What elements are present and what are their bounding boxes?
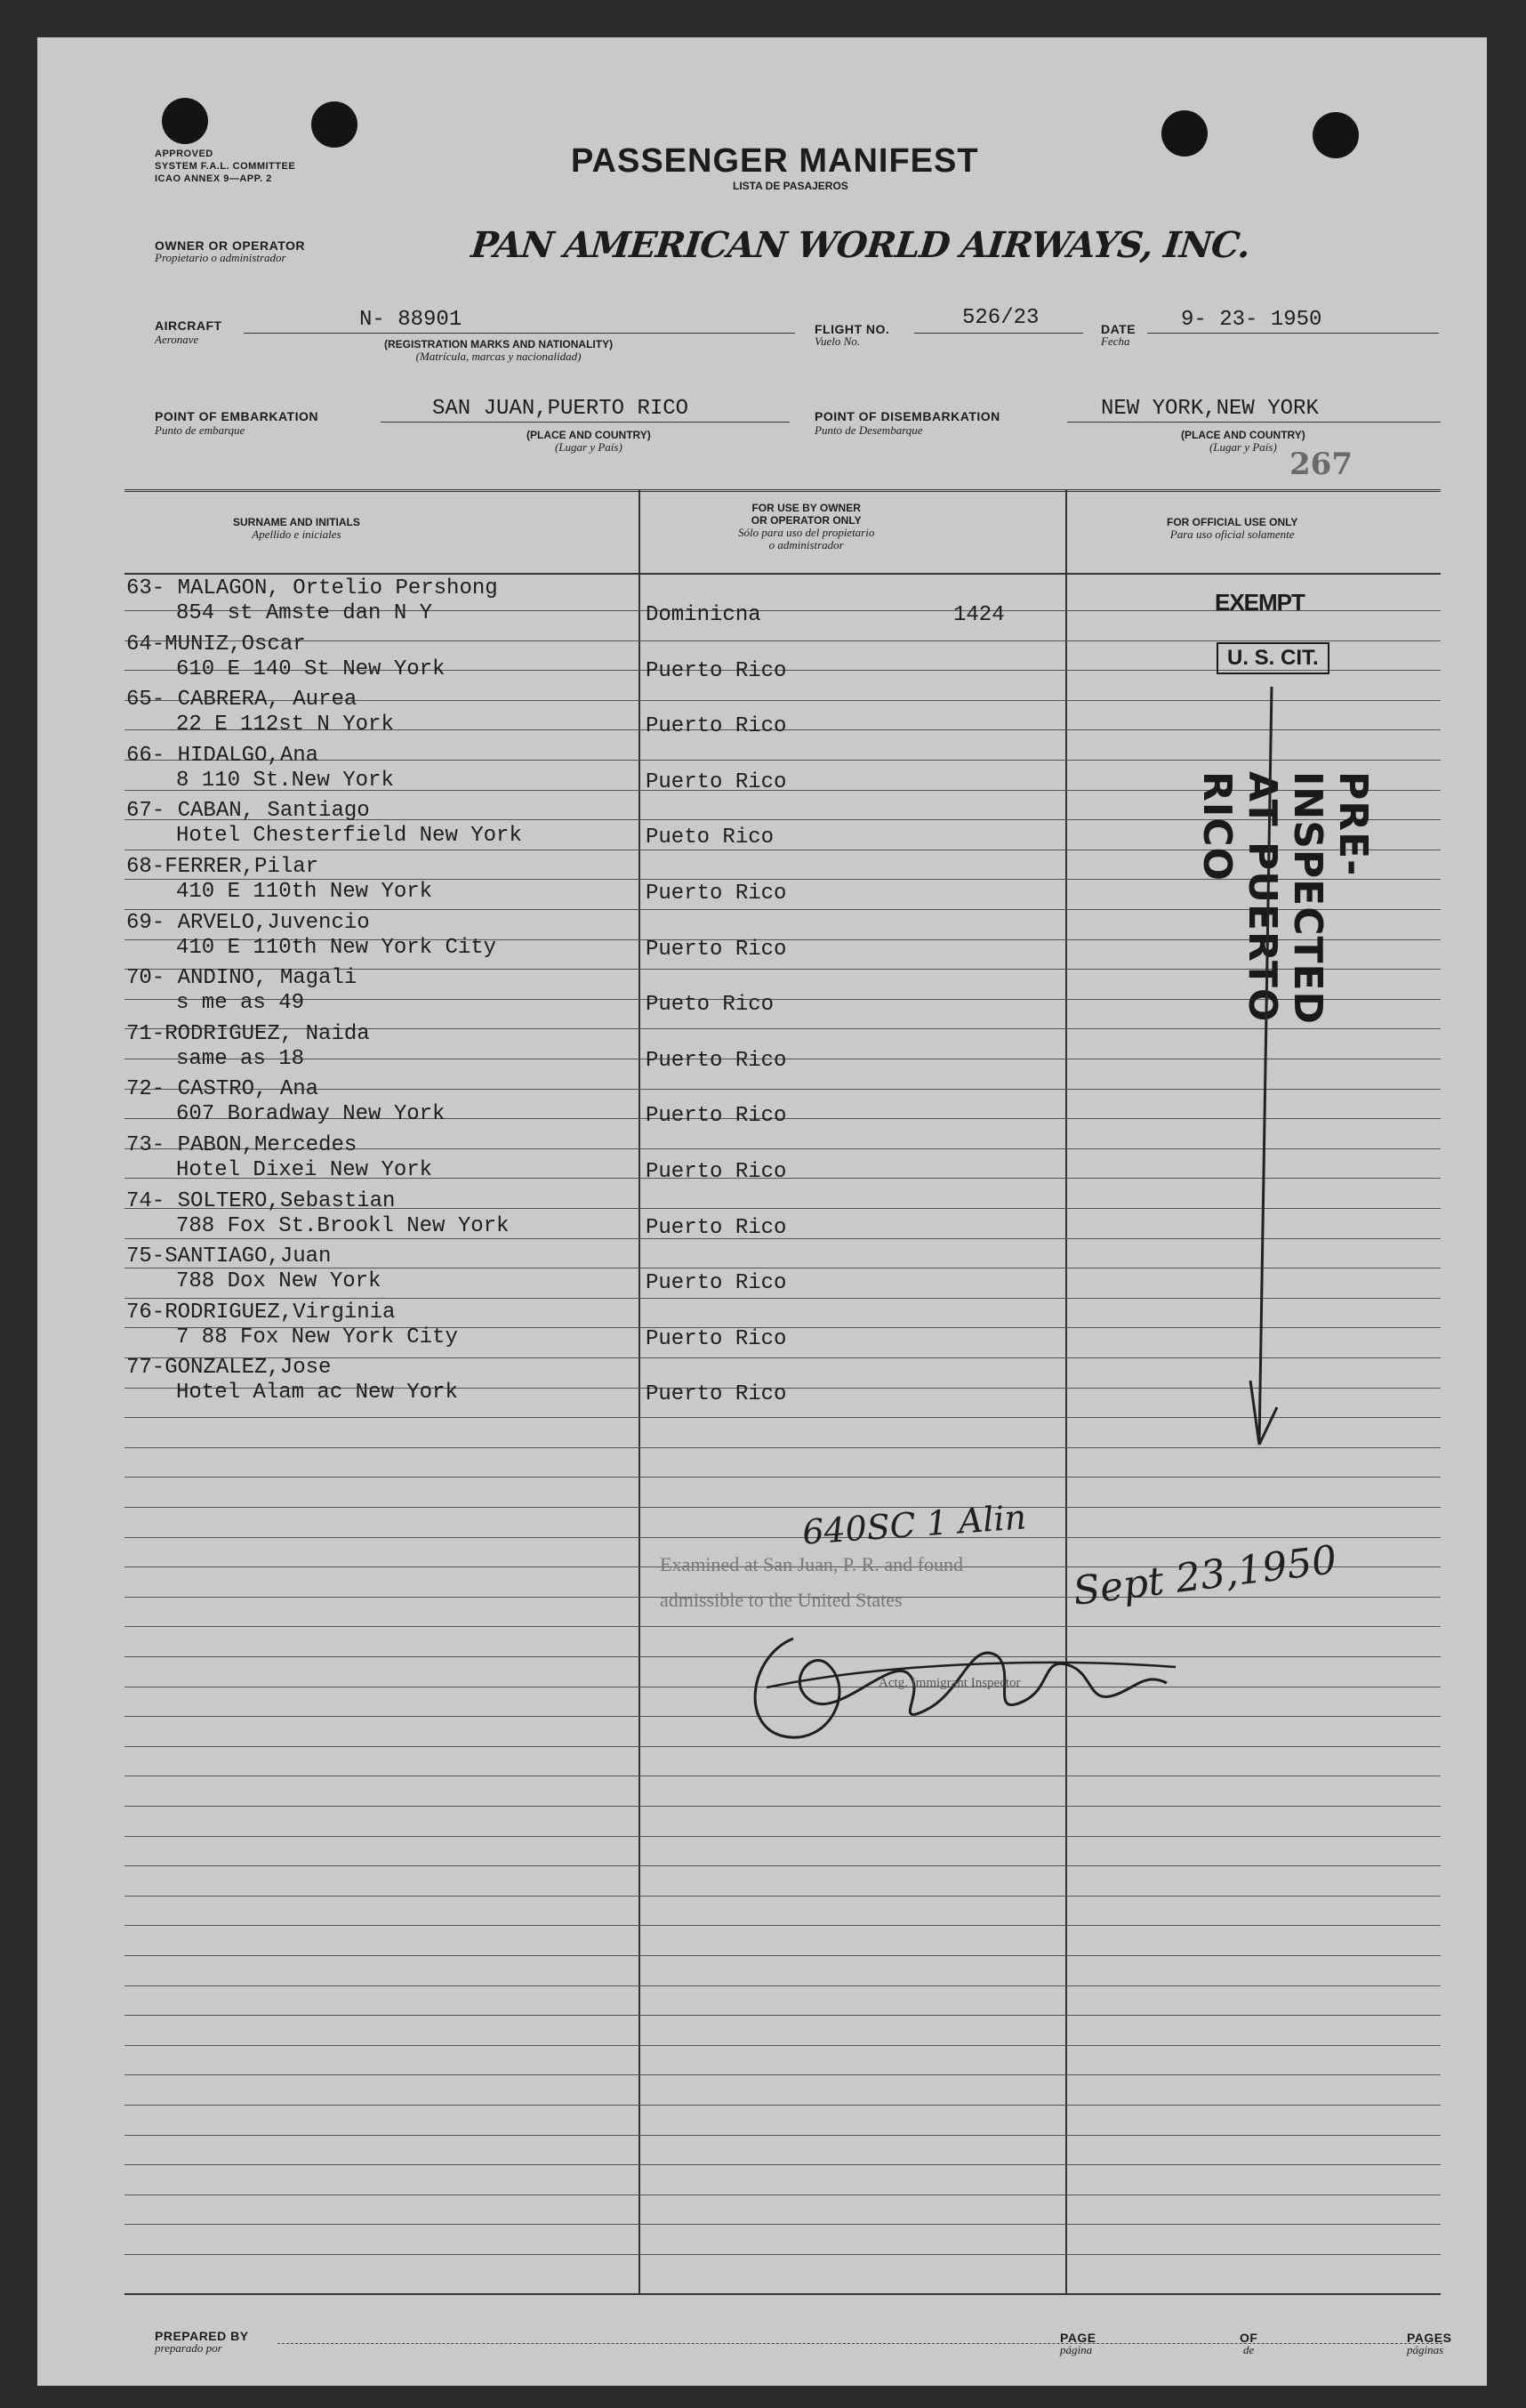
passenger-name: 72- CASTRO, Ana xyxy=(126,1077,319,1101)
passenger-origin: Puerto Rico xyxy=(646,770,787,794)
passenger-origin: Puerto Rico xyxy=(646,1160,787,1184)
passenger-address: 610 E 140 St New York xyxy=(176,657,446,681)
column-header-official-text: FOR OFFICIAL USE ONLY xyxy=(1167,516,1298,528)
examination-line-1: Examined at San Juan, P. R. and found xyxy=(660,1553,963,1575)
ruled-line xyxy=(124,1507,1441,1508)
passenger-origin: Dominicna xyxy=(646,603,761,627)
embark-value: SAN JUAN,PUERTO RICO xyxy=(432,397,689,421)
ruled-line xyxy=(124,1955,1441,1956)
passenger-address: Hotel Chesterfield New York xyxy=(176,824,522,848)
passenger-address: 410 E 110th New York xyxy=(176,880,433,904)
column-header-owner-line: FOR USE BY OWNER xyxy=(751,502,861,514)
ruled-line xyxy=(124,1537,1441,1538)
place-caption-text: (PLACE AND COUNTRY) xyxy=(526,429,651,441)
inspector-caption: Actg. Immigrant Inspector xyxy=(879,1676,1021,1690)
operator-name: PAN AMERICAN WORLD AIRWAYS, INC. xyxy=(469,224,1252,266)
passenger-address: Hotel Dixei New York xyxy=(176,1158,433,1182)
prepared-by-underline xyxy=(277,2343,1442,2344)
passenger-name: 75-SANTIAGO,Juan xyxy=(126,1244,332,1268)
disembark-underline xyxy=(1067,422,1441,423)
embark-underline xyxy=(381,422,790,423)
passenger-address: 788 Dox New York xyxy=(176,1269,382,1293)
ruled-line xyxy=(124,2015,1441,2016)
aircraft-label-sub: Aeronave xyxy=(155,333,199,346)
flight-no-label-sub: Vuelo No. xyxy=(815,334,861,348)
passenger-name: 71-RODRIGUEZ, Naida xyxy=(126,1022,370,1046)
page-stamp-number: 267 xyxy=(1289,447,1353,482)
ruled-line xyxy=(124,2254,1441,2255)
passenger-origin: Puerto Rico xyxy=(646,1271,787,1295)
page-title-sub: LISTA DE PASAJEROS xyxy=(733,180,848,192)
disembark-label-sub: Punto de Desembarque xyxy=(815,423,923,437)
date-value: 9- 23- 1950 xyxy=(1181,308,1322,332)
passenger-origin: Puerto Rico xyxy=(646,938,787,962)
owner-label: OWNER OR OPERATOR xyxy=(155,238,305,253)
passenger-origin: Puerto Rico xyxy=(646,1104,787,1128)
passenger-code: 1424 xyxy=(953,603,1005,627)
table-top-rule xyxy=(124,489,1441,492)
approval-block xyxy=(155,148,295,185)
ruled-line xyxy=(124,1447,1441,1448)
column-header-owner xyxy=(738,502,874,552)
passenger-name: 74- SOLTERO,Sebastian xyxy=(126,1189,396,1213)
passenger-address: 854 st Amste dan N Y xyxy=(176,601,433,625)
passenger-name: 65- CABRERA, Aurea xyxy=(126,688,357,712)
disembark-label: POINT OF DISEMBARKATION xyxy=(815,409,1000,423)
approval-line: SYSTEM F.A.L. COMMITTEE xyxy=(155,161,296,172)
of-label: OF xyxy=(1240,2331,1258,2345)
passenger-address: same as 18 xyxy=(176,1047,305,1071)
punch-hole xyxy=(1161,110,1208,157)
handwritten-date: Sept 23,1950 xyxy=(1071,1537,1339,1615)
ruled-line xyxy=(124,2105,1441,2106)
passenger-origin: Puerto Rico xyxy=(646,659,787,683)
ruled-line xyxy=(124,1896,1441,1897)
flight-no-label: FLIGHT NO. xyxy=(815,322,890,336)
place-caption-sub: (Lugar y País) xyxy=(1209,440,1277,454)
place-caption-sub: (Lugar y País) xyxy=(554,440,622,454)
column-header-owner-sub: Sólo para uso del propietario xyxy=(738,526,875,539)
date-label-sub: Fecha xyxy=(1101,334,1130,348)
aircraft-label: AIRCRAFT xyxy=(155,318,222,333)
ruled-line xyxy=(124,1477,1441,1478)
passenger-address: s me as 49 xyxy=(176,991,305,1015)
punch-hole xyxy=(311,101,357,148)
passenger-address: 8 110 St.New York xyxy=(176,769,394,793)
handwritten-count: 640SC 1 Alin xyxy=(800,1497,1028,1552)
column-header-official xyxy=(1167,516,1297,541)
ruled-line xyxy=(124,1836,1441,1837)
check-arrow-mark xyxy=(1247,678,1300,1452)
passenger-address: 607 Boradway New York xyxy=(176,1102,446,1126)
date-underline xyxy=(1147,333,1439,334)
passenger-origin: Puerto Rico xyxy=(646,882,787,906)
registration-caption xyxy=(384,338,613,363)
passenger-origin: Pueto Rico xyxy=(646,825,775,850)
aircraft-value: N- 88901 xyxy=(359,308,462,332)
flight-no-value: 526/23 xyxy=(962,306,1040,330)
column-header-name-sub: Apellido e iniciales xyxy=(252,528,341,541)
embark-label: POINT OF EMBARKATION xyxy=(155,409,318,423)
of-label-sub: de xyxy=(1243,2343,1255,2356)
aircraft-underline xyxy=(244,333,795,334)
passenger-origin: Puerto Rico xyxy=(646,1382,787,1406)
disembark-place-caption xyxy=(1181,429,1305,454)
column-header-name xyxy=(233,516,360,541)
passenger-name: 73- PABON,Mercedes xyxy=(126,1133,357,1157)
table-header-rule xyxy=(124,573,1441,575)
passenger-name: 76-RODRIGUEZ,Virginia xyxy=(126,1301,396,1325)
passenger-origin: Puerto Rico xyxy=(646,1327,787,1351)
ruled-line xyxy=(124,2074,1441,2075)
passenger-origin: Puerto Rico xyxy=(646,714,787,738)
passenger-address: 22 E 112st N York xyxy=(176,713,394,737)
embark-label-sub: Punto de embarque xyxy=(155,423,245,437)
page-label: PAGE xyxy=(1060,2331,1096,2345)
pages-label: PAGES xyxy=(1407,2331,1452,2345)
passenger-name: 70- ANDINO, Magali xyxy=(126,966,357,990)
preinspected-stamp: PRE-INSPECTED AT PUERTO RICO xyxy=(1194,771,1376,1026)
passenger-address: 788 Fox St.Brookl New York xyxy=(176,1214,510,1238)
page-label-sub: página xyxy=(1060,2343,1093,2356)
manifest-page xyxy=(37,37,1487,2386)
ruled-line xyxy=(124,2135,1441,2136)
passenger-name: 64-MUNIZ,Oscar xyxy=(126,632,306,656)
passenger-name: 66- HIDALGO,Ana xyxy=(126,744,319,768)
date-label: DATE xyxy=(1101,322,1136,336)
passenger-origin: Puerto Rico xyxy=(646,1049,787,1073)
passenger-address: 410 E 110th New York City xyxy=(176,936,497,960)
column-header-owner-sub: o administrador xyxy=(768,538,844,552)
passenger-name: 77-GONZALEZ,Jose xyxy=(126,1356,332,1380)
ruled-line xyxy=(124,1925,1441,1926)
ruled-line xyxy=(124,2164,1441,2165)
passenger-address: 7 88 Fox New York City xyxy=(176,1325,458,1349)
column-header-owner-line: OR OPERATOR ONLY xyxy=(751,514,862,527)
passenger-name: 67- CABAN, Santiago xyxy=(126,799,370,823)
passenger-name: 63- MALAGON, Ortelio Pershong xyxy=(126,576,498,600)
passenger-origin: Pueto Rico xyxy=(646,993,775,1017)
prepared-by-label: PREPARED BY xyxy=(155,2329,249,2343)
ruled-line xyxy=(124,1985,1441,1986)
flight-no-underline xyxy=(914,333,1083,334)
column-header-name-text: SURNAME AND INITIALS xyxy=(233,516,360,528)
ruled-line xyxy=(124,1806,1441,1807)
approval-line: APPROVED xyxy=(155,149,213,159)
page-title: PASSENGER MANIFEST xyxy=(571,142,979,180)
passenger-name: 69- ARVELO,Juvencio xyxy=(126,911,370,935)
approval-line: ICAO ANNEX 9—APP. 2 xyxy=(155,173,272,184)
prepared-by-sub: preparado por xyxy=(155,2341,222,2355)
ruled-line xyxy=(124,2224,1441,2225)
registration-caption-sub: (Matrícula, marcas y nacionalidad) xyxy=(415,350,582,363)
punch-hole xyxy=(162,98,208,144)
us-citizen-stamp: U. S. CIT. xyxy=(1217,642,1329,674)
ruled-line xyxy=(124,1417,1441,1418)
registration-caption-text: (REGISTRATION MARKS AND NATIONALITY) xyxy=(384,338,614,350)
owner-label-sub: Propietario o administrador xyxy=(155,251,286,264)
disembark-value: NEW YORK,NEW YORK xyxy=(1101,397,1319,421)
ruled-line xyxy=(124,1865,1441,1866)
footer-top-rule xyxy=(124,2293,1441,2295)
examination-line-2: admissible to the United States xyxy=(660,1589,903,1611)
passenger-address: Hotel Alam ac New York xyxy=(176,1381,458,1405)
place-caption-text: (PLACE AND COUNTRY) xyxy=(1181,429,1305,441)
ruled-line xyxy=(124,2045,1441,2046)
passenger-origin: Puerto Rico xyxy=(646,1216,787,1240)
pages-label-sub: páginas xyxy=(1407,2343,1444,2356)
embark-place-caption xyxy=(526,429,651,454)
punch-hole xyxy=(1313,112,1359,158)
exempt-stamp: EXEMPT xyxy=(1215,589,1305,616)
column-header-official-sub: Para uso oficial solamente xyxy=(1169,528,1295,541)
passenger-name: 68-FERRER,Pilar xyxy=(126,855,319,879)
